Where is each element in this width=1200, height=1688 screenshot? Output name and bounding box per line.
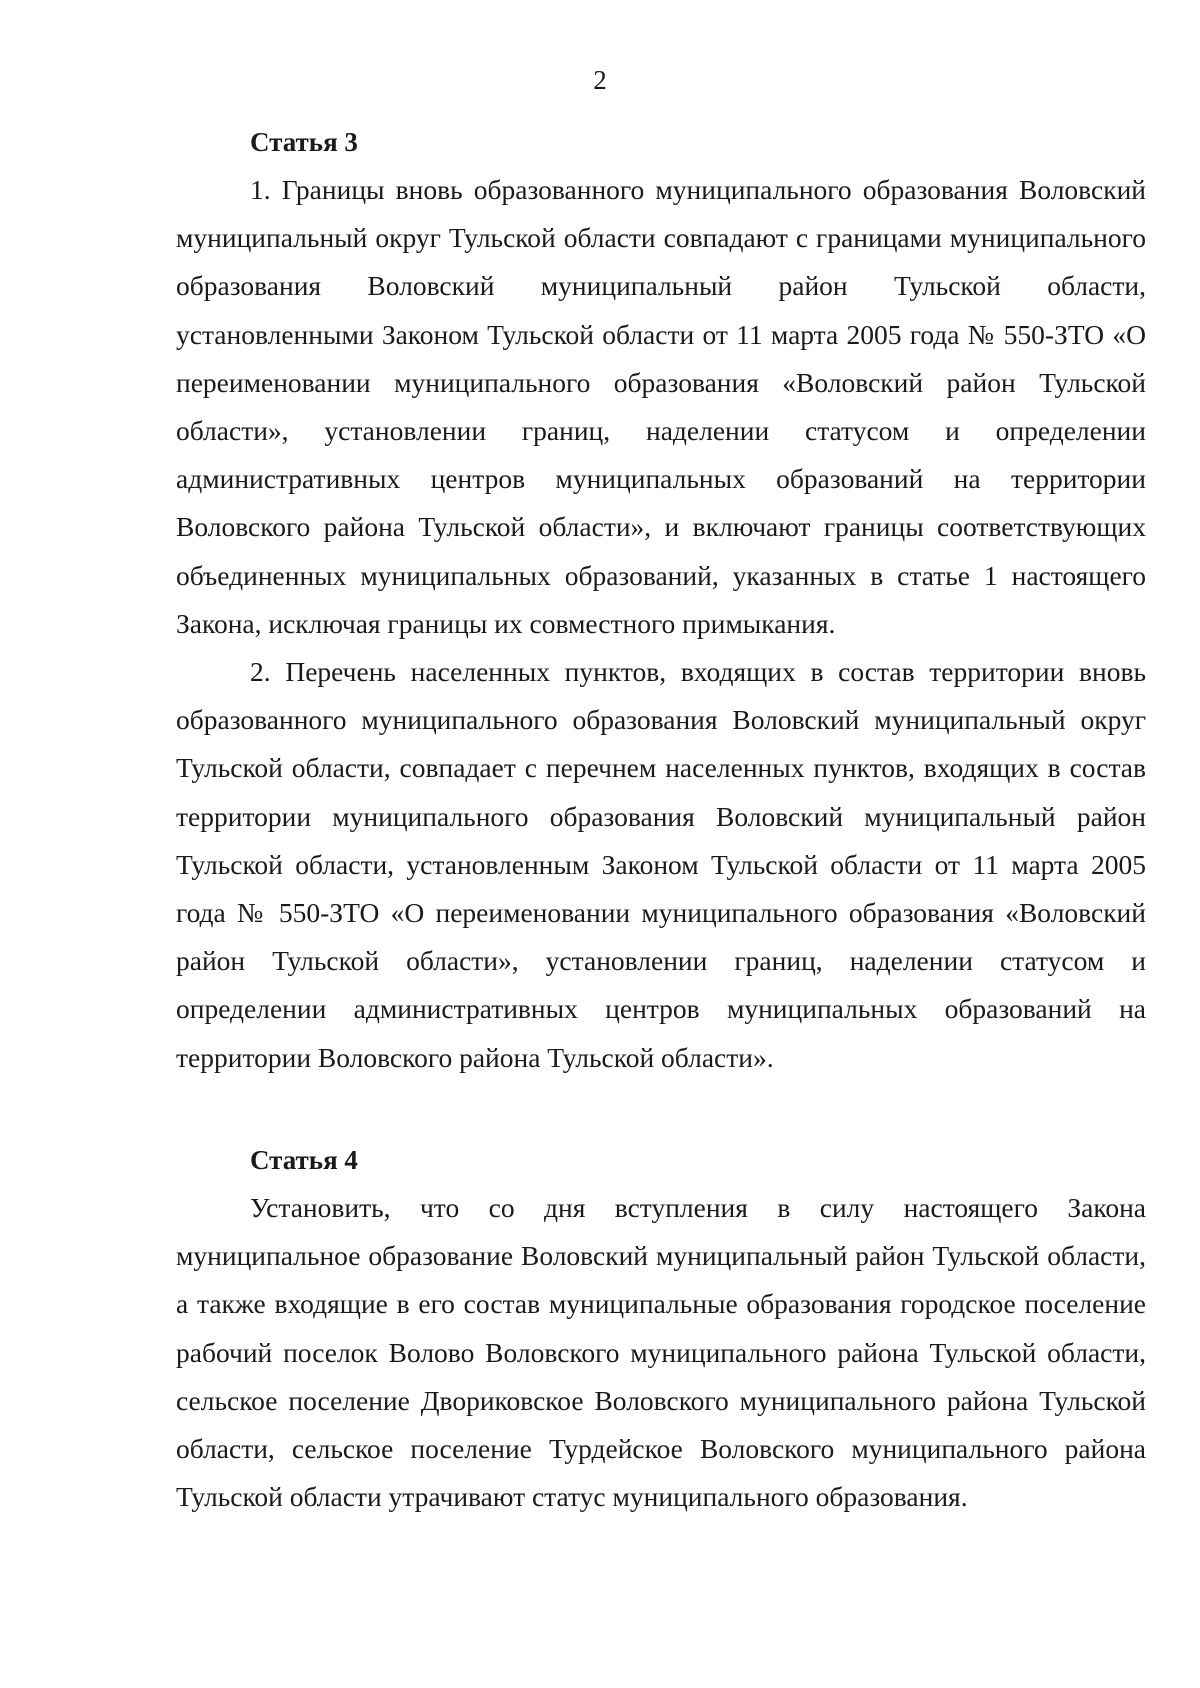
article-3-heading: Статья 3 — [250, 127, 358, 157]
article-3-paragraph-1: 1. Границы вновь образованного муниципального образования Воловский муниципальный округ Тульской области совпадают с границами муниципального образования Воловский муниципальный район Тульской области, установленными Законом Тульской области от 11 марта 2005 года № 550-ЗТО «О переименовании муниципального образования «Воловский район Тульской области», установлении границ, наделении статусом и определении административных центров муниципальных образований на территории Воловского района Тульской области», и включают границы соответствующих объединенных муниципальных образований, указанных в статье 1 настоящего Закона, исключая границы их совместного примыкания. — [176, 174, 1146, 639]
article-4 — [176, 1136, 1146, 1521]
article-3-paragraph-2: 2. Перечень населенных пунктов, входящих в состав территории вновь образованного муниципального образования Воловский муниципальный округ Тульской области, совпадает с перечнем населенных пунктов, входящих в состав территории муниципального образования Воловский муниципальный район Тульской области, установленным Законом Тульской области от 11 марта 2005 года № 550-ЗТО «О переименовании муниципального образования «Воловский район Тульской области», установлении границ, наделении статусом и определении административных центров муниципальных образований на территории Воловского района Тульской области». — [176, 656, 1146, 1073]
article-4-heading: Статья 4 — [250, 1145, 358, 1175]
article-3 — [176, 118, 1146, 1082]
article-4-paragraph-1: Установить, что со дня вступления в силу настоящего Закона муниципальное образование Воловский муниципальный район Тульской области, а также входящие в его состав муниципальные образования городское поселение рабочий поселок Волово Воловского муниципального района Тульской области, сельское поселение Двориковское Воловского муниципального района Тульской области, сельское поселение Турдейское Воловского муниципального района Тульской области утрачивают статус муниципального образования. — [176, 1192, 1146, 1513]
page-number: 2 — [593, 65, 607, 95]
